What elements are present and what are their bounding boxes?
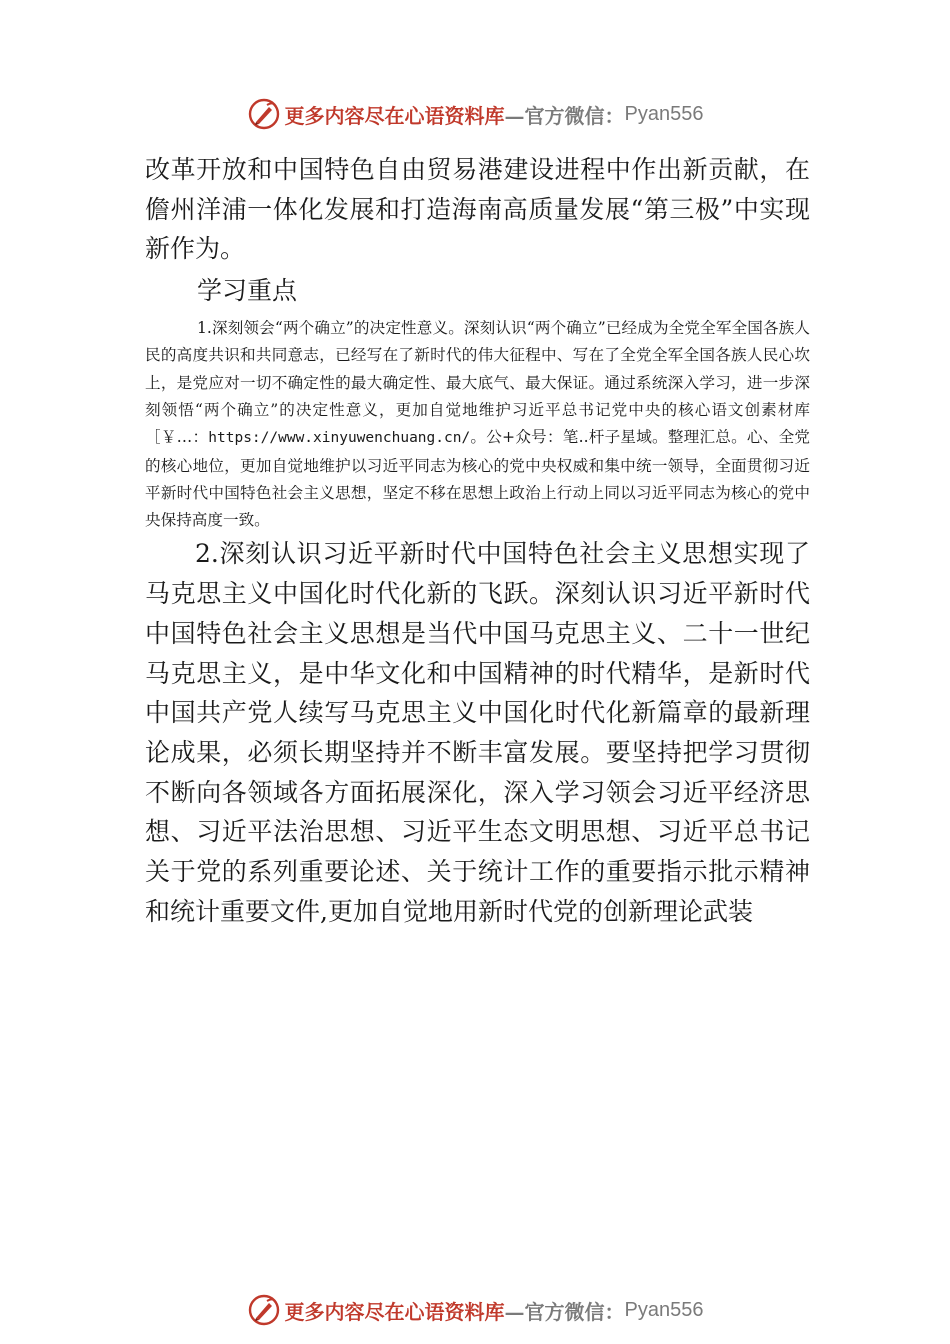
document-body	[145, 150, 810, 932]
banner-red-text: 更多内容尽在心语资料库	[284, 103, 505, 128]
section-heading: 学习重点	[197, 276, 298, 306]
banner-red-text: 更多内容尽在心语资料库	[284, 1299, 505, 1324]
banner-dash-text: —官方微信：	[504, 103, 625, 128]
pen-logo-icon	[247, 1293, 281, 1327]
banner-dash-text: —官方微信：	[504, 1299, 625, 1324]
study-point-1-text-a: 1.深刻领会“两个确立”的决定性意义。深刻认识“两个确立”已经成为全党全军全国各族人民的高度共识和共同意志，已经写在了新时代的伟大征程中、写在了全党全军全国各族人民心坎上，是党应对一切不确定性的最大确定性、最大底气、最大保证。通过系统深入学习，进一步深刻领悟“两个确立”的决定性意义，更加自觉地维护习近平总书记党中央的核心语文创素材库［￥…：	[145, 319, 810, 447]
pen-logo-icon	[247, 97, 281, 131]
study-point-1-url: https://www.xinyuwenchuang.cn/	[208, 430, 471, 447]
banner-wechat-id: Pyan556	[624, 102, 704, 125]
footer-watermark-banner	[0, 1290, 950, 1330]
banner-wechat-id: Pyan556	[624, 1298, 704, 1321]
study-point-1-text-b: 。公+众号：笔..杆子星域。整理汇总。心、全党的核心地位，更加自觉地维护以习近平同志为核心的党中央权威和集中统一领导，全面贯彻习近平新时代中国特色社会主义思想，坚定不移在思想上政治上行动上同以习近平同志为核心的党中央保持高度一致。	[145, 428, 810, 530]
study-point-2: 2.深刻认识习近平新时代中国特色社会主义思想实现了马克思主义中国化时代化新的飞跃。深刻认识习近平新时代中国特色社会主义思想是当代中国马克思主义、二十一世纪马克思主义，是中华文化和中国精神的时代精华，是新时代中国共产党人续写马克思主义中国化时代化新篇章的最新理论成果，必须长期坚持并不断丰富发展。要坚持把学习贯彻不断向各领域各方面拓展深化，深入学习领会习近平经济思想、习近平法治思想、习近平生态文明思想、习近平总书记关于党的系列重要论述、关于统计工作的重要指示批示精神和统计重要文件,更加自觉地用新时代党的创新理论武装	[145, 539, 810, 926]
header-watermark-banner	[0, 94, 950, 134]
study-point-1	[145, 315, 810, 534]
continued-paragraph: 改革开放和中国特色自由贸易港建设进程中作出新贡献，在儋州洋浦一体化发展和打造海南高质量发展“第三极”中实现新作为。	[145, 155, 810, 264]
